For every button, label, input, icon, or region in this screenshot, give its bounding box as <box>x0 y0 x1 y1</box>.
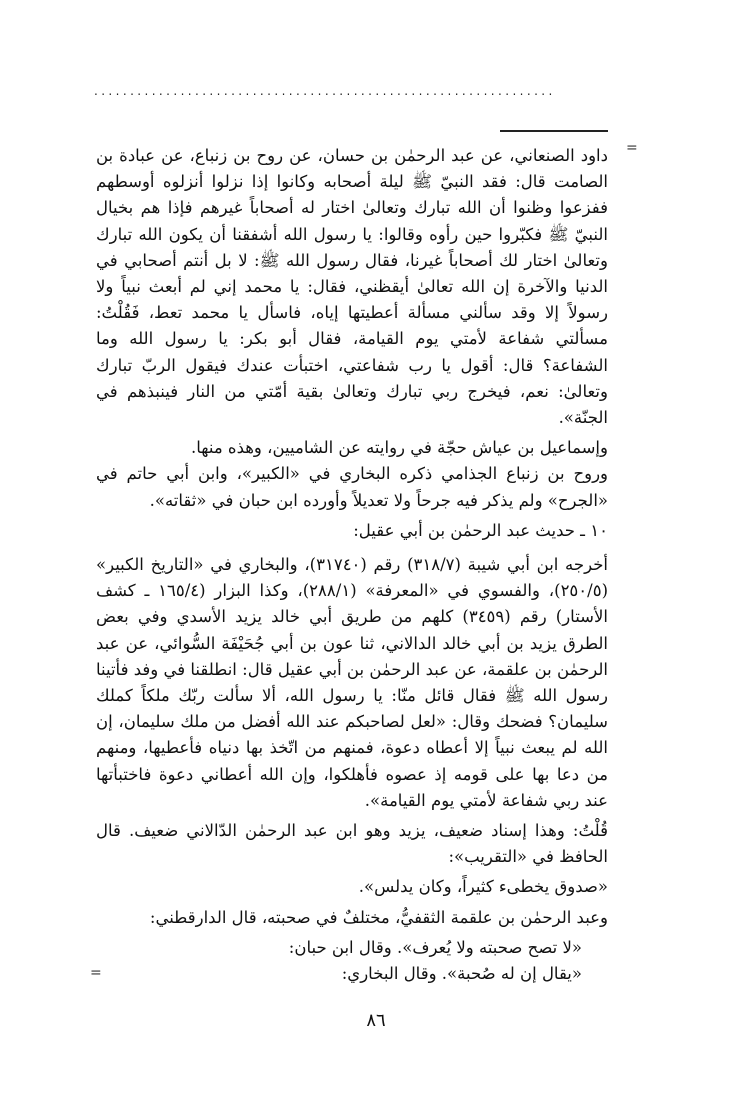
quote-ibn-hibban: «يقال إن له صُحبة». وقال البخاري: <box>341 964 582 984</box>
paragraph-ismail: وإسماعيل بن عياش حجّة في روايته عن الشاميين، وهذه منها. <box>190 438 608 458</box>
page-number: ٨٦ <box>366 1010 386 1031</box>
header-dotted-rule: ................................................................ <box>94 84 556 98</box>
quote-daraqutni: «لا تصح صحبته ولا يُعرف». وقال ابن حبان: <box>288 937 582 957</box>
section-heading-hadith-10: ١٠ ـ حديث عبد الرحمٰن بن أبي عقيل: <box>353 520 608 540</box>
footnote-separator-rule <box>500 130 608 132</box>
paragraph-takhrij: أخرجه ابن أبي شيبة (٣١٨/٧) رقم (٣١٧٤٠)، والبخاري في «التاريخ الكبير» (٢٥٠/٥)، والفسوي في «المعرفة» (٢٨٨/١)، وكذا البزار (١٦٥/٤ ـ كشف الأستار) رقم (٣٤٥٩) كلهم من طريق أبي خالد يزيد الأسدي وفي بعض الطرق يزيد بن أبي خالد الدالاني، ثنا عون بن أبي جُحَيْفَة السُّوائي، عن عبد الرحمٰن بن علقمة، عن عبد الرحمٰن بن أبي عقيل قال: انطلقنا في وفد فأتينا رسول الله ﷺ فقال قائل منّا: يا رسول الله، ألا سألت ربّك ملكاً كملك سليمان؟ فضحك وقال: «لعل لصاحبكم عند الله أفضل من ملك سليمان، إن الله لم يبعث نبياً إلا أعطاه دعوة، فمنهم من اتّخذ بها دنياه فأعطيها، ومنهم من دعا بها على قومه إذ عصوه فأهلكوا، وإن الله أعطاني دعوة فاختبأتها عند ربي شفاعة لأمتي يوم القيامة». <box>95 555 609 810</box>
paragraph-qultu: قُلْتُ: وهذا إسناد ضعيف، يزيد وهو ابن عبد الرحمٰن الدّالاني ضعيف. قال الحافظ في «التقريب»: <box>96 821 608 867</box>
footnote-mark-top: = <box>626 140 638 156</box>
paragraph-ibn-alqama: وعبد الرحمٰن بن علقمة الثقفيُّ، مختلفٌ في صحبته، قال الدارقطني: <box>149 907 608 927</box>
footnote-mark-bottom: = <box>90 965 102 981</box>
quote-taqrib: «صدوق يخطىء كثيراً، وكان يدلس». <box>358 877 608 897</box>
paragraph-rawh: وروح بن زنباع الجذامي ذكره البخاري في «الكبير»، وابن أبي حاتم في «الجرح» ولم يذكر فيه جرحاً ولا تعديلاً وأورده ابن حبان في «ثقاته». <box>96 464 608 510</box>
page-body-text <box>96 143 608 987</box>
paragraph-hadith-text: داود الصنعاني، عن عبد الرحمٰن بن حسان، عن روح بن زنباع، عن عبادة بن الصامت قال: فقد النبيّ ﷺ ليلة أصحابه وكانوا إذا نزلوا أنزلوه أوسطهم ففزعوا وظنوا أن الله تبارك وتعالىٰ اختار له أصحاباً غيرهم فإذا هم بخيال النبيّ ﷺ فكبّروا حين رأوه وقالوا: يا رسول الله أشفقنا أن يكون الله تبارك وتعالىٰ اختار لك أصحاباً غيرنا، فقال رسول الله ﷺ: لا بل أنتم أصحابي في الدنيا والآخرة إن الله تعالىٰ أيقظني، فقال: يا محمد إني لم أبعث نبياً ولا رسولاً إلا وقد سألني مسألة أعطيتها إياه، فاسأل يا محمد تعط، فَقُلْتُ: مسألتي شفاعة لأمتي يوم القيامة، فقال أبو بكر: يا رسول الله وما الشفاعة؟ قال: أقول يا رب شفاعتي، اختبأت عندك فيقول الربّ تبارك وتعالىٰ: نعم، فيخرج ربي تبارك وتعالىٰ بقية أمّتي من النار فينبذهم في الجنّة». <box>96 146 608 428</box>
